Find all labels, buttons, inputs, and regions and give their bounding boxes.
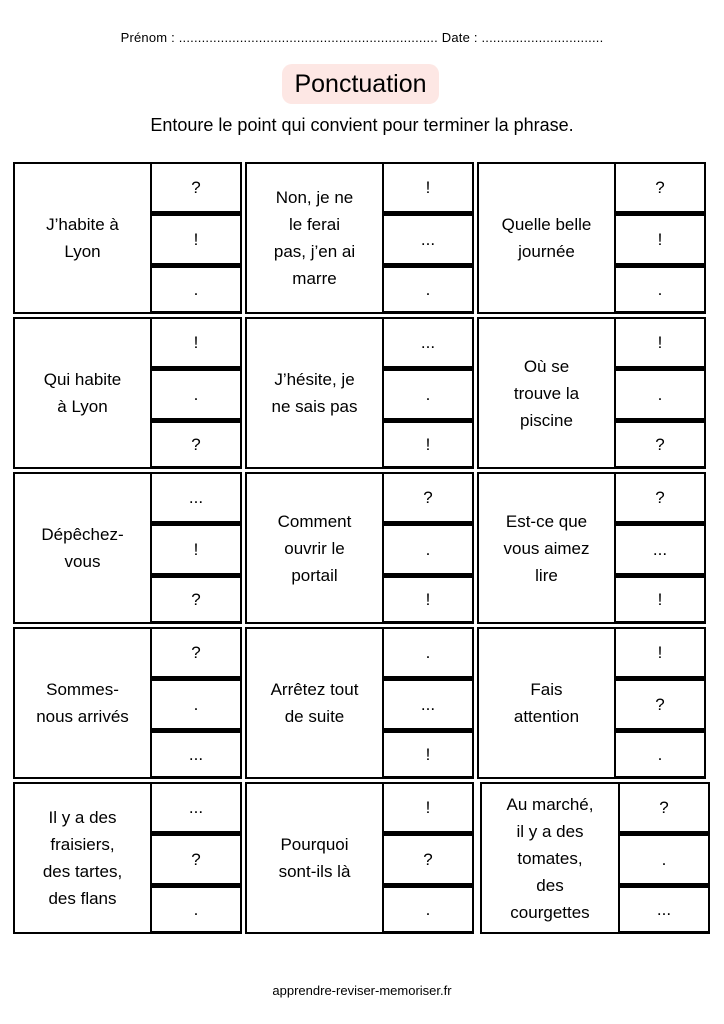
exercise-card: [13, 317, 242, 469]
exercise-card: [477, 627, 706, 779]
sentence-box: [245, 162, 384, 314]
punctuation-option[interactable]: ...: [150, 472, 242, 524]
sentence-text: Au marché, il y a des tomates, des courgettes: [506, 794, 594, 922]
sentence-box: [245, 472, 384, 624]
punctuation-option[interactable]: !: [382, 421, 474, 469]
exercise-card: [477, 162, 706, 314]
sentence-box: [477, 162, 616, 314]
punctuation-option[interactable]: !: [150, 317, 242, 369]
sentence-box: [13, 782, 152, 934]
sentence-box: [477, 472, 616, 624]
instruction-text: Entoure le point qui convient pour terminer la phrase.: [150, 115, 574, 135]
exercise-card: [13, 782, 242, 934]
name-date-line: Prénom : .................................................................... Date : ................................: [120, 30, 604, 45]
punctuation-option[interactable]: !: [382, 576, 474, 624]
punctuation-option[interactable]: .: [150, 369, 242, 421]
sentence-text: J’habite à Lyon: [46, 215, 119, 261]
punctuation-option[interactable]: !: [150, 524, 242, 576]
punctuation-option[interactable]: ?: [382, 834, 474, 886]
punctuation-option[interactable]: ...: [618, 886, 710, 934]
sentence-text: Qui habite à Lyon: [43, 370, 122, 416]
punctuation-option[interactable]: ?: [150, 834, 242, 886]
punctuation-option[interactable]: ?: [618, 782, 710, 834]
punctuation-option[interactable]: ...: [382, 214, 474, 266]
punctuation-option[interactable]: !: [382, 162, 474, 214]
exercise-card: [245, 472, 474, 624]
exercise-card: [477, 317, 706, 469]
exercise-card: [13, 472, 242, 624]
punctuation-option[interactable]: !: [150, 214, 242, 266]
punctuation-option[interactable]: !: [614, 627, 706, 679]
sentence-text: Arrêtez tout de suite: [270, 680, 359, 726]
sentence-text: Pourquoi sont-ils là: [278, 835, 351, 881]
punctuation-option[interactable]: .: [150, 679, 242, 731]
sentence-box: [13, 317, 152, 469]
punctuation-option[interactable]: .: [382, 886, 474, 934]
exercise-card: [245, 317, 474, 469]
sentence-box: [245, 317, 384, 469]
page-title: Ponctuation: [282, 64, 439, 104]
sentence-text: Quelle belle journée: [501, 215, 592, 261]
punctuation-option[interactable]: !: [382, 731, 474, 779]
punctuation-option[interactable]: ?: [150, 162, 242, 214]
punctuation-option[interactable]: ...: [150, 731, 242, 779]
punctuation-option[interactable]: ?: [150, 576, 242, 624]
punctuation-option[interactable]: .: [382, 369, 474, 421]
punctuation-option[interactable]: .: [150, 886, 242, 934]
punctuation-option[interactable]: ...: [614, 524, 706, 576]
punctuation-option[interactable]: .: [618, 834, 710, 886]
punctuation-option[interactable]: .: [382, 524, 474, 576]
sentence-text: Fais attention: [513, 680, 580, 726]
sentence-box: [245, 627, 384, 779]
sentence-box: [13, 472, 152, 624]
exercise-card: [480, 782, 710, 934]
punctuation-option[interactable]: ...: [382, 317, 474, 369]
punctuation-option[interactable]: !: [614, 214, 706, 266]
sentence-box: [477, 317, 616, 469]
exercise-card: [13, 627, 242, 779]
punctuation-option[interactable]: !: [382, 782, 474, 834]
sentence-box: [13, 162, 152, 314]
exercise-card: [245, 627, 474, 779]
sentence-box: [245, 782, 384, 934]
punctuation-option[interactable]: .: [150, 266, 242, 314]
sentence-text: Non, je ne le ferai pas, j’en ai marre: [273, 188, 356, 288]
sentence-box: [477, 627, 616, 779]
footer-website: apprendre-reviser-memoriser.fr: [272, 983, 452, 998]
sentence-text: Est-ce que vous aimez lire: [503, 511, 590, 585]
punctuation-option[interactable]: ?: [382, 472, 474, 524]
punctuation-option[interactable]: .: [382, 627, 474, 679]
exercise-card: [477, 472, 706, 624]
punctuation-option[interactable]: ...: [382, 679, 474, 731]
punctuation-option[interactable]: ?: [614, 162, 706, 214]
sentence-text: Sommes- nous arrivés: [36, 680, 129, 726]
sentence-box: [480, 782, 620, 934]
punctuation-option[interactable]: ?: [150, 627, 242, 679]
punctuation-option[interactable]: ?: [614, 421, 706, 469]
sentence-text: Comment ouvrir le portail: [277, 511, 352, 585]
punctuation-option[interactable]: .: [614, 731, 706, 779]
punctuation-option[interactable]: ...: [150, 782, 242, 834]
punctuation-option[interactable]: ?: [614, 472, 706, 524]
sentence-text: Où se trouve la piscine: [513, 356, 580, 430]
sentence-text: Dépêchez- vous: [41, 525, 124, 571]
sentence-text: J’hésite, je ne sais pas: [271, 370, 358, 416]
punctuation-option[interactable]: .: [382, 266, 474, 314]
exercise-card: [13, 162, 242, 314]
punctuation-option[interactable]: ?: [614, 679, 706, 731]
punctuation-option[interactable]: !: [614, 317, 706, 369]
punctuation-option[interactable]: !: [614, 576, 706, 624]
sentence-text: Il y a des fraisiers, des tartes, des flans: [42, 808, 123, 908]
punctuation-option[interactable]: ?: [150, 421, 242, 469]
sentence-box: [13, 627, 152, 779]
exercise-card: [245, 162, 474, 314]
punctuation-option[interactable]: .: [614, 369, 706, 421]
punctuation-option[interactable]: .: [614, 266, 706, 314]
exercise-card: [245, 782, 474, 934]
